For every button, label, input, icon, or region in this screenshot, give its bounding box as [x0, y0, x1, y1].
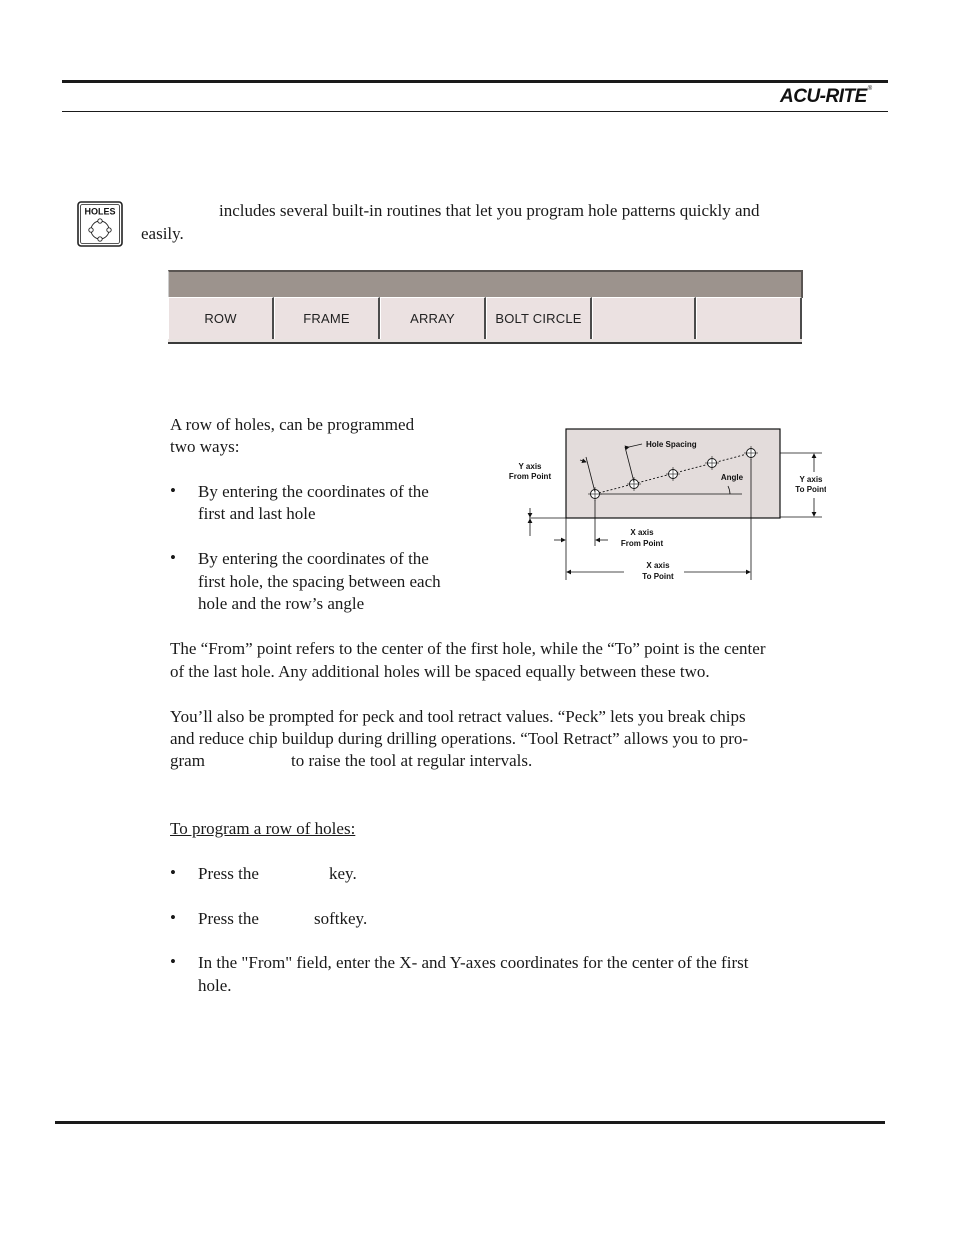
diagram-angle-label: Angle [720, 473, 744, 482]
softkey-title-bar [168, 270, 803, 298]
softkey-bolt-circle-button[interactable]: BOLT CIRCLE [486, 297, 592, 339]
footer-rule [55, 1121, 885, 1124]
step-1-marker: • [170, 863, 176, 882]
peck-line-3a: gram [170, 751, 205, 770]
softkey-bar [168, 270, 802, 342]
holes-key-label: HOLES [84, 206, 116, 217]
step-1-text-b: key. [329, 864, 357, 883]
softkey-row [168, 297, 802, 344]
step-1-text-a: Press the [198, 864, 259, 883]
diagram-x-from-label-1: X axis [630, 528, 654, 537]
softkey-row-button[interactable]: ROW [168, 297, 274, 339]
bullet-2-line-1: By entering the coordinates of the [198, 549, 429, 568]
bullet-1-line-1: By entering the coordinates of the [198, 482, 429, 501]
brand-logo: ACU-RITE® [780, 86, 872, 107]
diagram-y-from-label-2: From Point [508, 472, 552, 481]
header-bottom-rule [62, 111, 888, 112]
bullet-2-line-3: hole and the row’s angle [198, 594, 365, 613]
from-to-line-2: of the last hole. Any additional holes will be spaced equally between these two. [170, 662, 710, 681]
peck-line-1: You’ll also be prompted for peck and tool retract values. “Peck” lets you break chips [170, 707, 746, 726]
diagram-y-to-label-2: To Point [795, 485, 826, 494]
softkey-frame-button[interactable]: FRAME [274, 297, 380, 339]
row-intro-line-2: two ways: [170, 437, 240, 456]
step-2-marker: • [170, 908, 176, 927]
step-3-line-2: hole. [198, 976, 232, 995]
bullet-2-marker: • [170, 548, 176, 567]
peck-line-3b: to raise the tool at regular intervals. [291, 751, 533, 770]
softkey-blank-5[interactable] [592, 297, 696, 339]
diagram-x-to-label-1: X axis [646, 561, 670, 570]
diagram-y-from-label-1: Y axis [518, 462, 542, 471]
row-intro-line-1: A row of holes, can be programmed [170, 415, 415, 434]
from-to-line-1: The “From” point refers to the center of the first hole, while the “To” point is the center [170, 639, 766, 658]
peck-line-2: and reduce chip buildup during drilling operations. “Tool Retract” allows you to pro- [170, 729, 749, 748]
header-top-rule [62, 80, 888, 83]
bullet-2-line-2: first hole, the spacing between each [198, 572, 441, 591]
diagram-hole-spacing-label: Hole Spacing [646, 440, 697, 449]
bullet-1-line-2: first and last hole [198, 504, 316, 523]
diagram-y-to-label-1: Y axis [799, 475, 823, 484]
step-2-text-b: softkey. [314, 909, 368, 928]
bullet-1-marker: • [170, 481, 176, 500]
row-of-holes-diagram [504, 420, 826, 582]
intro-line-2: easily. [141, 224, 184, 243]
step-3-line-1: In the "From" field, enter the X- and Y-axes coordinates for the center of the first [198, 953, 749, 972]
step-2-text-a: Press the [198, 909, 259, 928]
diagram-x-to-label-2: To Point [642, 572, 674, 581]
intro-line-1: includes several built-in routines that let you program hole patterns quickly and [219, 201, 760, 220]
holes-key-icon [77, 201, 123, 247]
step-3-marker: • [170, 952, 176, 971]
procedure-heading: To program a row of holes: [170, 819, 356, 838]
diagram-x-from-label-2: From Point [620, 539, 664, 548]
softkey-blank-6[interactable] [696, 297, 802, 339]
softkey-array-button[interactable]: ARRAY [380, 297, 486, 339]
